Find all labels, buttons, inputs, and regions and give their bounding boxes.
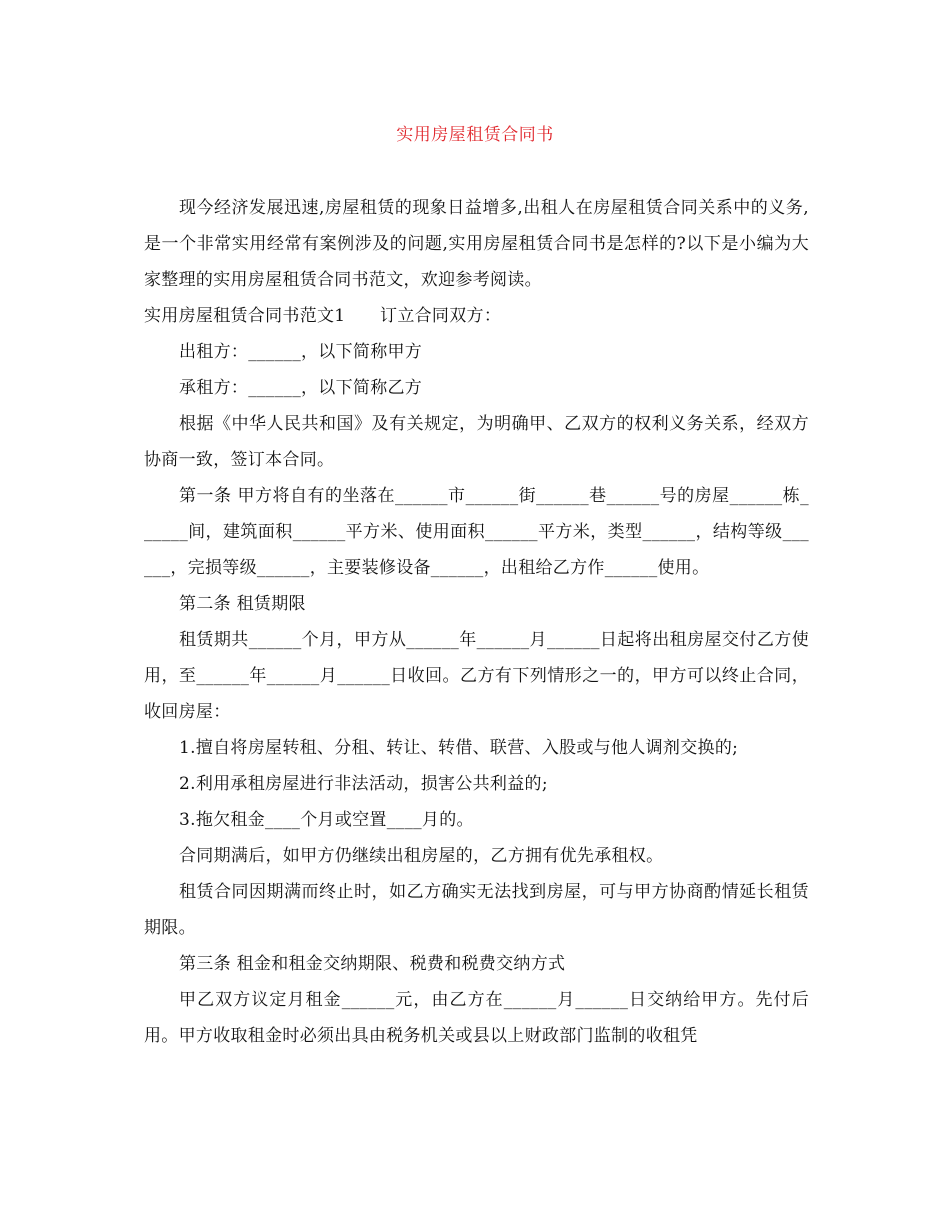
intro-paragraph: 现今经济发展迅速,房屋租赁的现象日益增多,出租人在房屋租赁合同关系中的义务,是一个非常实用经常有案例涉及的问题,实用房屋租赁合同书是怎样的?以下是小编为大家整理的实用房屋租赁合同书范文，欢迎参考阅读。 — [144, 198, 809, 290]
article-3-heading: 第三条 租金和租金交纳期限、税费和税费交纳方式 — [179, 954, 566, 974]
lessor-line: 出租方：______，以下简称甲方 — [179, 342, 423, 362]
renewal-paragraph: 合同期满后，如甲方仍继续出租房屋的，乙方拥有优先承租权。 — [179, 846, 664, 866]
extension-paragraph: 租赁合同因期满而终止时，如乙方确实无法找到房屋，可与甲方协商酌情延长租赁期限。 — [144, 882, 809, 938]
lessee-line: 承租方：______，以下简称乙方 — [179, 378, 423, 398]
basis-paragraph: 根据《中华人民共和国》及有关规定，为明确甲、乙双方的权利义务关系，经双方协商一致，签订本合同。 — [144, 414, 809, 470]
article-2-body: 租赁期共______个月，甲方从______年______月______日起将出租房屋交付乙方使用，至______年______月______日收回。乙方有下列情形之一的，甲方可以终止合同，收回房屋： — [144, 630, 809, 722]
article-2-heading: 第二条 租赁期限 — [179, 594, 306, 614]
article-3-body: 甲乙双方议定月租金______元，由乙方在______月______日交纳给甲方。先付后用。甲方收取租金时必须出具由税务机关或县以上财政部门监制的收租凭 — [144, 990, 809, 1046]
list-item-1: 1.擅自将房屋转租、分租、转让、转借、联营、入股或与他人调剂交换的; — [179, 738, 739, 758]
document-title: 实用房屋租赁合同书 — [396, 125, 554, 145]
list-item-2: 2.利用承租房屋进行非法活动，损害公共利益的; — [179, 774, 548, 794]
article-1: 第一条 甲方将自有的坐落在______市______街______巷______号的房屋______栋______间，建筑面积______平方米、使用面积______平方米，类型______，结构等级______，完损等级______，主要装修设备______，出租给乙方作______使用。 — [144, 486, 809, 578]
list-item-3: 3.拖欠租金____个月或空置____月的。 — [179, 810, 474, 830]
document-body — [144, 190, 809, 1054]
sample-heading: 实用房屋租赁合同书范文1 订立合同双方： — [144, 306, 502, 326]
